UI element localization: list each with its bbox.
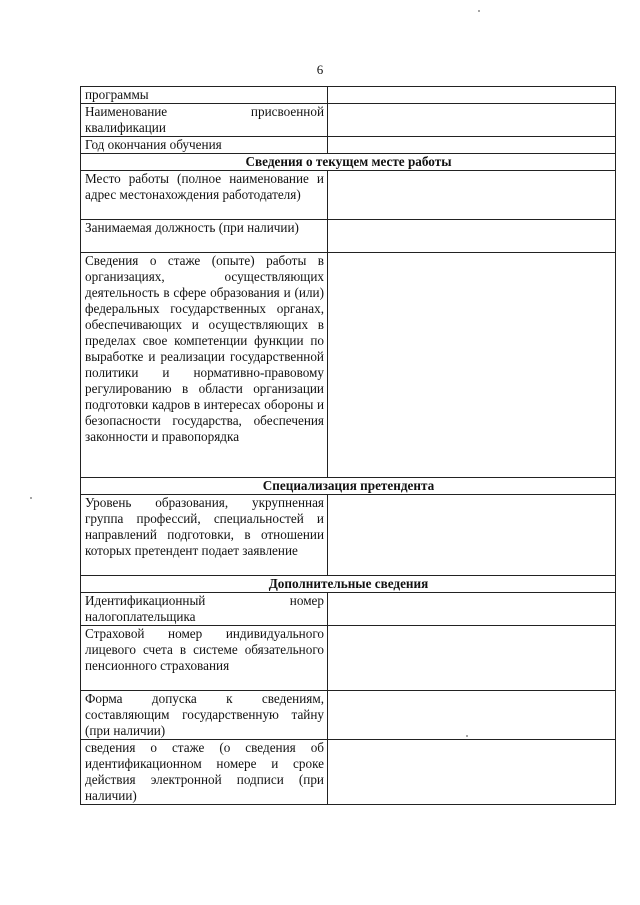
scan-speck xyxy=(466,735,468,737)
table-row xyxy=(81,495,616,576)
field-value-qualification[interactable] xyxy=(328,104,616,137)
section-heading-specialization: Специализация претендента xyxy=(81,478,616,495)
field-value-program[interactable] xyxy=(328,87,616,104)
field-value-education-level[interactable] xyxy=(328,495,616,576)
table-row xyxy=(81,691,616,740)
scan-speck xyxy=(478,10,480,12)
field-label-qualification: Наименование присвоенной квалификации xyxy=(81,104,328,137)
section-row xyxy=(81,154,616,171)
field-label-education-level: Уровень образования, укрупненная группа профессий, специальностей и направлений подготовки, в отношении которых претендент подает заявление xyxy=(81,495,328,576)
field-value-clearance-form[interactable] xyxy=(328,691,616,740)
field-label-graduation-year: Год окончания обучения xyxy=(81,137,328,154)
scan-speck xyxy=(30,497,32,499)
table-row xyxy=(81,87,616,104)
field-label-workplace: Место работы (полное наименование и адрес местонахождения работодателя) xyxy=(81,171,328,220)
field-label-signature-info: сведения о стаже (о сведения об идентификационном номере и сроке действия электронной подписи (при наличии) xyxy=(81,740,328,805)
section-heading-current-workplace: Сведения о текущем месте работы xyxy=(81,154,616,171)
field-value-position[interactable] xyxy=(328,220,616,253)
section-heading-additional-info: Дополнительные сведения xyxy=(81,576,616,593)
field-label-clearance-form: Форма допуска к сведениям, составляющим государственную тайну (при наличии) xyxy=(81,691,328,740)
table-row xyxy=(81,104,616,137)
page-number: 6 xyxy=(316,62,324,77)
table-row xyxy=(81,626,616,691)
table-row xyxy=(81,253,616,478)
field-value-work-experience[interactable] xyxy=(328,253,616,478)
section-row xyxy=(81,576,616,593)
field-label-program: программы xyxy=(81,87,328,104)
field-label-insurance-number: Страховой номер индивидуального лицевого счета в системе обязательного пенсионного страхования xyxy=(81,626,328,691)
table-row xyxy=(81,593,616,626)
field-value-insurance-number[interactable] xyxy=(328,626,616,691)
field-value-signature-info[interactable] xyxy=(328,740,616,805)
section-row xyxy=(81,478,616,495)
field-value-graduation-year[interactable] xyxy=(328,137,616,154)
table-row xyxy=(81,220,616,253)
field-value-taxpayer-id[interactable] xyxy=(328,593,616,626)
field-value-workplace[interactable] xyxy=(328,171,616,220)
table-row xyxy=(81,171,616,220)
field-label-work-experience: Сведения о стаже (опыте) работы в организациях, осуществляющих деятельность в сфере образования и (или) федеральных государственных органах, обеспечивающих и осуществляющих в пределах свое компетенции функции по выработке и реализации государственной политики и нормативно-правовому регулированию в области организации подготовки кадров в интересах обороны и безопасности государства, обеспечения законности и правопорядка xyxy=(81,253,328,478)
application-form-table xyxy=(80,86,616,805)
table-row xyxy=(81,137,616,154)
table-row xyxy=(81,740,616,805)
field-label-position: Занимаемая должность (при наличии) xyxy=(81,220,328,253)
field-label-taxpayer-id: Идентификационный номер налогоплательщика xyxy=(81,593,328,626)
